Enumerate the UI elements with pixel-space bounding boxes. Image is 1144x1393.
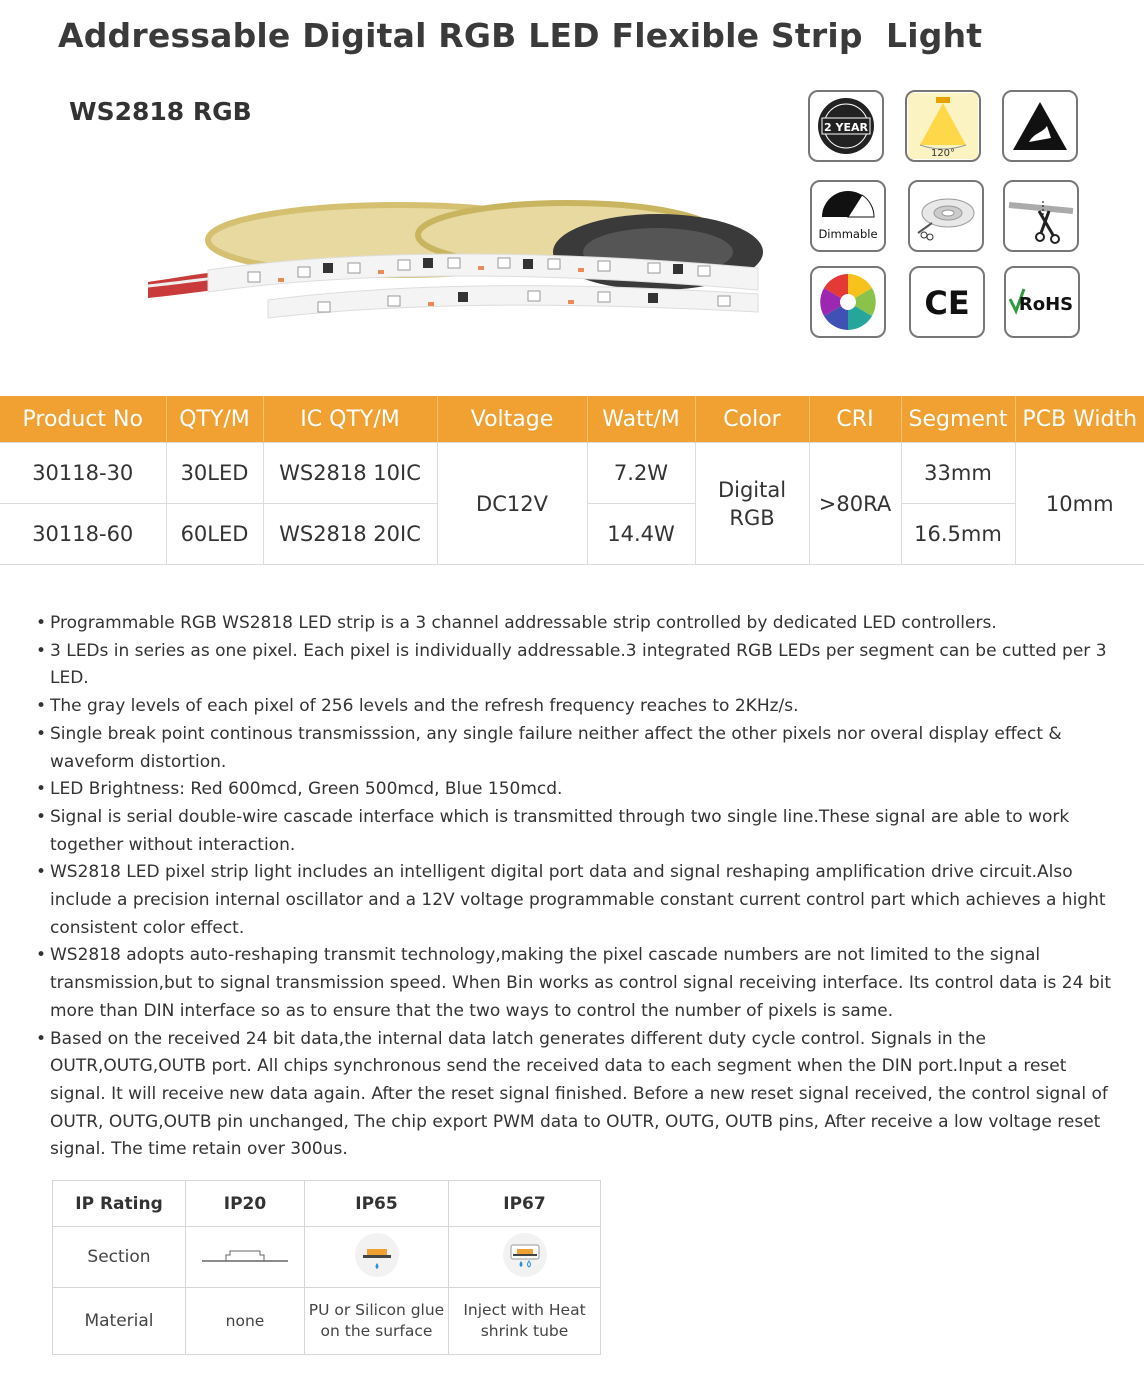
dimmable-label: Dimmable <box>818 227 878 241</box>
list-item: • Based on the received 24 bit data,the internal data latch generates different duty cycle control. Signals in the OUTR,OUTG,OUTB port. All chips synchronous send the received data to each segment when the DIN port.Input a reset signal. It will receive new data again. After the reset signal finished. Before a new reset signal received, the control signal of OUTR, OUTG,OUTB pin unchanged, The chip export PWM data to OUTR, OUTG, OUTB pins, After receive a low voltage reset signal. The time retain over 300us. <box>36 1026 1116 1165</box>
ip65-material <box>305 1288 449 1355</box>
rohs-icon <box>1004 266 1080 338</box>
segment-cell: 33mm <box>901 443 1015 504</box>
watt-cell: 14.4W <box>587 504 695 565</box>
material-row <box>53 1288 601 1355</box>
list-item: • Single break point continous transmisssion, any single failure neither affect the other pixels nor overal display effect & waveform distortion. <box>36 721 1116 776</box>
voltage-cell: DC12V <box>437 443 587 565</box>
list-item: • Signal is serial double-wire cascade interface which is transmitted through two single line.These signal are able to work together without interaction. <box>36 804 1116 859</box>
ce-label: CE <box>924 284 970 322</box>
header-voltage: Voltage <box>437 396 587 443</box>
pcb-width-cell: 10mm <box>1015 443 1144 565</box>
cri-cell: >80RA <box>809 443 901 565</box>
ce-mark-icon <box>909 266 985 338</box>
header-cri: CRI <box>809 396 901 443</box>
header-pcb-width: PCB Width <box>1015 396 1144 443</box>
ip65-header: IP65 <box>305 1181 449 1227</box>
ip65-material-line-2: on the surface <box>320 1322 433 1340</box>
segment-cell: 16.5mm <box>901 504 1015 565</box>
product-no-cell: 30118-30 <box>0 443 166 504</box>
table-row <box>0 443 1144 504</box>
color-cell <box>695 443 809 565</box>
header-color: Color <box>695 396 809 443</box>
color-line-1: Digital <box>717 477 787 502</box>
warranty-years-text: 2 YEAR <box>824 121 868 134</box>
ip67-header: IP67 <box>449 1181 601 1227</box>
header-segment: Segment <box>901 396 1015 443</box>
cut-line-icon <box>1003 180 1079 252</box>
section-label: Section <box>53 1227 186 1288</box>
product-no-cell: 30118-60 <box>0 504 166 565</box>
list-item: • Programmable RGB WS2818 LED strip is a 3 channel addressable strip controlled by dedicated LED controllers. <box>36 610 1116 638</box>
list-item: • The gray levels of each pixel of 256 levels and the refresh frequency reaches to 2KHz/s. <box>36 693 1116 721</box>
ic-qty-cell: WS2818 10IC <box>263 443 437 504</box>
color-wheel-icon <box>810 266 886 338</box>
esd-warning-icon <box>1002 90 1078 162</box>
ip-rating-table <box>52 1180 601 1355</box>
section-row <box>53 1227 601 1288</box>
ip20-material: none <box>186 1288 305 1355</box>
ip20-header: IP20 <box>186 1181 305 1227</box>
page-title: Addressable Digital RGB LED Flexible Strip Light <box>58 16 983 55</box>
ip65-material-line-1: PU or Silicon glue <box>308 1301 445 1319</box>
watt-cell: 7.2W <box>587 443 695 504</box>
ip67-section-icon <box>449 1227 601 1288</box>
led-strip-photo <box>148 190 768 325</box>
spec-table-header <box>0 396 1144 443</box>
list-item: • LED Brightness: Red 600mcd, Green 500mcd, Blue 150mcd. <box>36 776 1116 804</box>
header-ic-qty: IC QTY/M <box>263 396 437 443</box>
qty-cell: 60LED <box>166 504 263 565</box>
reel-icon <box>908 180 984 252</box>
beam-angle-label: 120° <box>930 148 956 159</box>
ip20-section-icon <box>186 1227 305 1288</box>
spec-table <box>0 396 1144 565</box>
header-product-no: Product No <box>0 396 166 443</box>
ip-table-header <box>53 1181 601 1227</box>
dimmable-icon <box>810 180 886 252</box>
ip67-material-line-1: Inject with Heat <box>463 1301 586 1319</box>
model-name: WS2818 RGB <box>69 97 252 126</box>
ip-rating-label: IP Rating <box>53 1181 186 1227</box>
ic-qty-cell: WS2818 20IC <box>263 504 437 565</box>
header-qty: QTY/M <box>166 396 263 443</box>
header-watt: Watt/M <box>587 396 695 443</box>
list-item: • WS2818 adopts auto-reshaping transmit technology,making the pixel cascade numbers are not limited to the signal transmission,but to signal transmission speed. When Bin works as control signal receiving interface. Its control data is 24 bit more than DIN interface so as to ensure that the two ways to control the number of pixels is same. <box>36 942 1116 1025</box>
qty-cell: 30LED <box>166 443 263 504</box>
beam-angle-icon <box>905 90 981 162</box>
list-item: • WS2818 LED pixel strip light includes an intelligent digital port data and signal reshaping amplification drive circuit.Also include a precision internal oscillator and a 12V voltage programmable constant current control part which achieves a hight consistent color effect. <box>36 859 1116 942</box>
ip67-material-line-2: shrink tube <box>480 1322 569 1340</box>
list-item: • 3 LEDs in series as one pixel. Each pixel is individually addressable.3 integrated RGB LEDs per segment can be cutted per 3 LED. <box>36 638 1116 693</box>
feature-list <box>36 610 1116 1164</box>
warranty-icon <box>808 90 884 162</box>
material-label: Material <box>53 1288 186 1355</box>
color-line-2: RGB <box>729 505 775 530</box>
ip65-section-icon <box>305 1227 449 1288</box>
ip67-material <box>449 1288 601 1355</box>
rohs-label: RoHS <box>1018 294 1074 315</box>
